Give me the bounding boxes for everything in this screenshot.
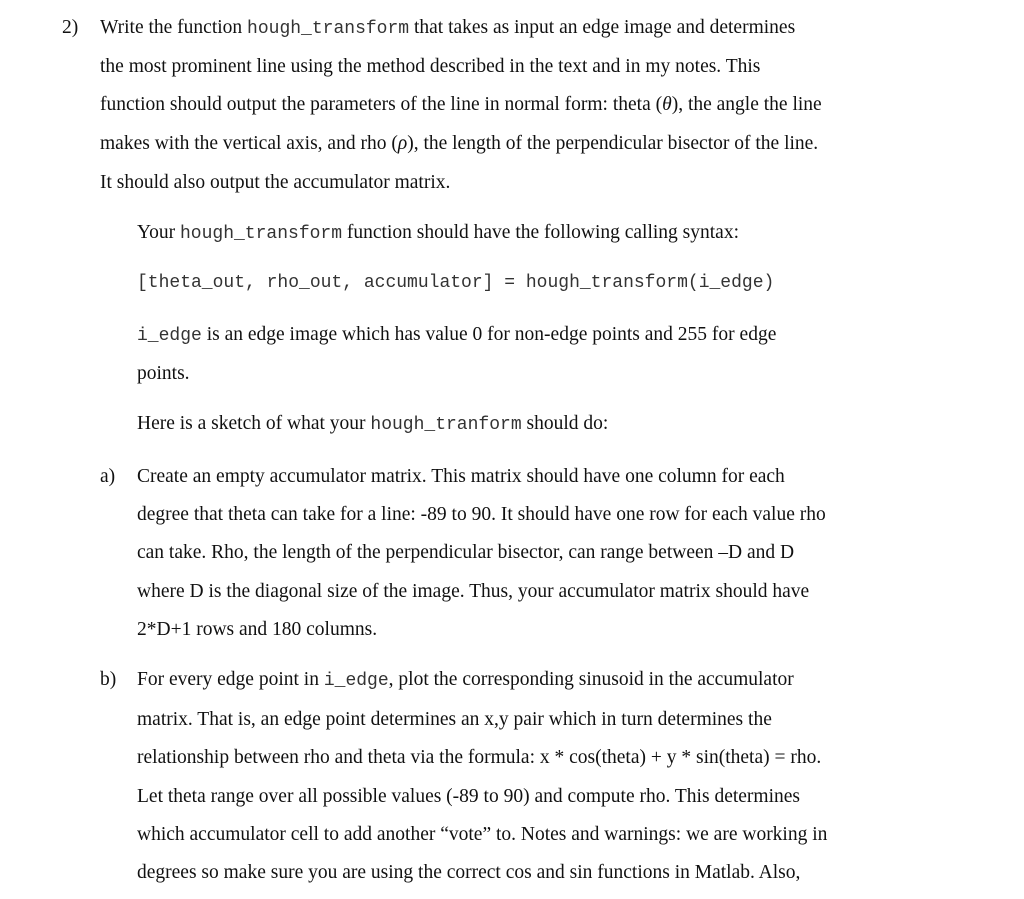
- iedge-text: is an edge image which has value 0 for non-edge points and 255 for edge: [201, 324, 777, 345]
- iedge-code: i_edge: [323, 671, 389, 691]
- step-b-marker: b): [100, 669, 117, 690]
- step-a-marker: a): [100, 466, 116, 487]
- sketch-text: should do:: [521, 413, 609, 434]
- step-b-line-5: which accumulator cell to add another “vote” to. Notes and warnings: we are working in: [137, 824, 828, 845]
- step-a-line-4: where D is the diagonal size of the image. Thus, your accumulator matrix should have: [137, 581, 810, 602]
- intro-text: ), the angle the line: [671, 94, 822, 115]
- iedge-line-2: points.: [137, 363, 190, 384]
- step-a-line-3: can take. Rho, the length of the perpendicular bisector, can range between –D and D: [137, 542, 795, 563]
- function-name-code: hough_tranform: [370, 415, 522, 435]
- rho-symbol: ρ: [397, 133, 408, 154]
- function-name-code: hough_transform: [247, 19, 410, 39]
- syntax-text: Your: [137, 222, 180, 243]
- syntax-text: function should have the following calling syntax:: [342, 222, 740, 243]
- sketch-line: [137, 413, 608, 436]
- step-b-text: , plot the corresponding sinusoid in the accumulator: [388, 669, 794, 690]
- function-name-code: hough_transform: [180, 224, 343, 244]
- calling-syntax-code: [theta_out, rho_out, accumulator] = hough_transform(i_edge): [137, 273, 775, 293]
- intro-line-1: [100, 17, 795, 40]
- intro-text: function should output the parameters of the line in normal form: theta (: [100, 94, 663, 115]
- intro-text: Write the function: [100, 17, 248, 38]
- step-b-line-6: degrees so make sure you are using the correct cos and sin functions in Matlab. Also,: [137, 862, 801, 883]
- syntax-intro-line: [137, 222, 739, 245]
- step-a-line-1: Create an empty accumulator matrix. This matrix should have one column for each: [137, 466, 785, 487]
- iedge-code: i_edge: [137, 326, 202, 346]
- iedge-line-1: [137, 324, 776, 347]
- intro-line-4: [100, 133, 818, 155]
- intro-text: ), the length of the perpendicular bisector of the line.: [407, 133, 819, 154]
- step-b-text: For every edge point in: [137, 669, 324, 690]
- step-b-line-4: Let theta range over all possible values (-89 to 90) and compute rho. This determines: [137, 786, 800, 807]
- theta-symbol: θ: [662, 94, 672, 115]
- intro-text: makes with the vertical axis, and rho (: [100, 133, 398, 154]
- step-a-line-2: degree that theta can take for a line: -89 to 90. It should have one row for each value rho: [137, 504, 826, 525]
- step-b-line-3: relationship between rho and theta via the formula: x * cos(theta) + y * sin(theta) = rho.: [137, 747, 822, 768]
- sketch-text: Here is a sketch of what your: [137, 413, 371, 434]
- step-a-line-5: 2*D+1 rows and 180 columns.: [137, 619, 378, 640]
- step-b-line-1: [137, 669, 794, 692]
- intro-line-2: the most prominent line using the method described in the text and in my notes. This: [100, 56, 761, 77]
- intro-text: that takes as input an edge image and determines: [409, 17, 796, 38]
- step-b-line-2: matrix. That is, an edge point determines an x,y pair which in turn determines the: [137, 709, 772, 730]
- intro-line-3: [100, 94, 822, 116]
- problem-number: 2): [62, 17, 79, 38]
- intro-line-5: It should also output the accumulator matrix.: [100, 172, 451, 193]
